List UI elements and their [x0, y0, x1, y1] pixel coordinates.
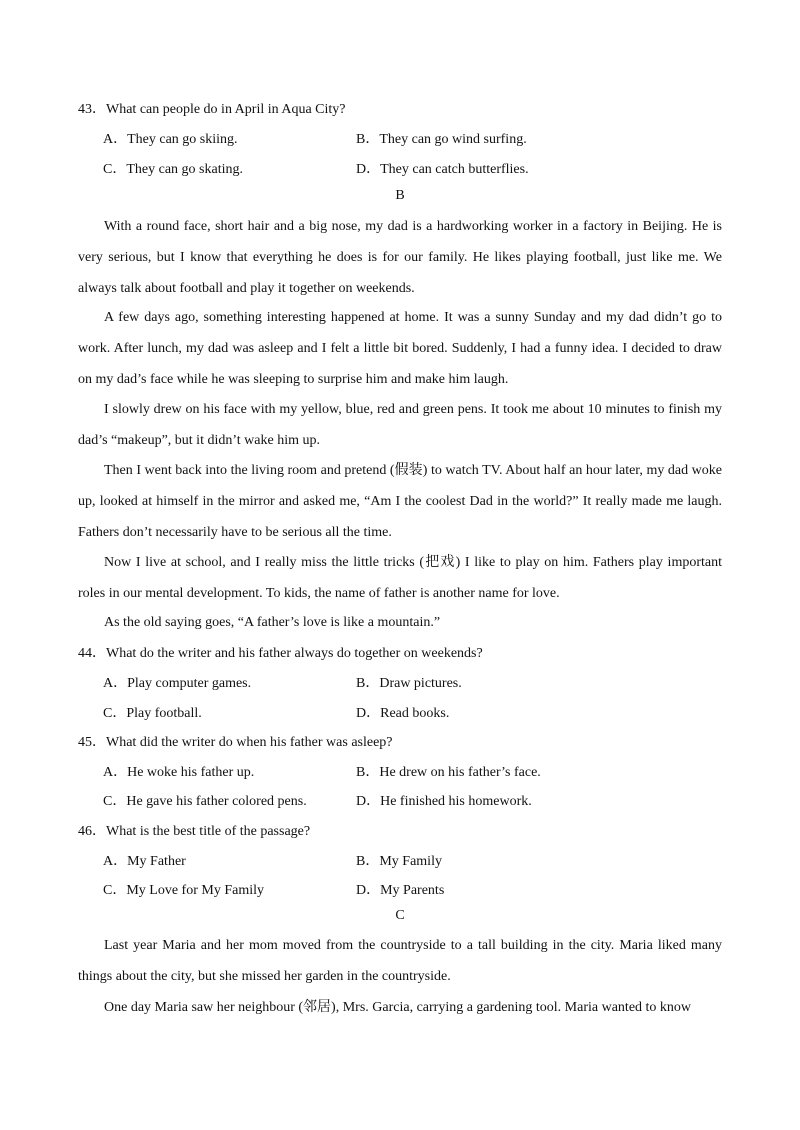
question-45-option-d: D．He finished his homework. — [356, 794, 532, 809]
section-b-paragraph-4: Then I went back into the living room and pretend (假装) to watch TV. About half an hour later, my dad woke up, looked at himself in the mirror and asked me, “Am I the coolest Dad in the world?” It really made me laugh. Fathers don’t necessarily have to be serious all the time. — [78, 463, 722, 540]
section-c-paragraph-1: Last year Maria and her mom moved from the countryside to a tall building in the city. Maria liked many things about the city, but she missed her garden in the countryside. — [78, 938, 722, 984]
question-44-option-d: D．Read books. — [356, 706, 450, 721]
question-44-stem: 44．What do the writer and his father always do together on weekends? — [78, 646, 483, 661]
question-44-option-b: B．Draw pictures. — [356, 676, 462, 691]
section-b-paragraph-2: A few days ago, something interesting happened at home. It was a sunny Sunday and my dad didn’t go to work. After lunch, my dad was asleep and I felt a little bit bored. Suddenly, I had a funny idea. I decided to draw on my dad’s face while he was sleeping to surprise him and make him laugh. — [78, 310, 722, 387]
question-44-option-c: C．Play football. — [103, 706, 202, 721]
section-b-paragraph-1: With a round face, short hair and a big nose, my dad is a hardworking worker in a factory in Beijing. He is very serious, but I know that everything he does is for our family. He likes playing football, just like me. We always talk about football and play it together on weekends. — [78, 219, 722, 296]
question-46-option-d: D．My Parents — [356, 883, 445, 898]
question-43-option-b: B．They can go wind surfing. — [356, 132, 527, 147]
question-46-option-a: A．My Father — [103, 854, 186, 869]
question-43-stem: 43．What can people do in April in Aqua City? — [78, 102, 346, 117]
question-45-option-a: A．He woke his father up. — [103, 765, 255, 780]
section-c-paragraph-2: One day Maria saw her neighbour (邻居), Mrs. Garcia, carrying a gardening tool. Maria wanted to know — [104, 1000, 692, 1015]
question-43-option-d: D．They can catch butterflies. — [356, 162, 529, 177]
section-b-paragraph-5: Now I live at school, and I really miss the little tricks (把戏) I like to play on him. Fathers play important roles in our mental development. To kids, the name of father is another name for love. — [78, 555, 722, 601]
question-43-option-c: C．They can go skating. — [103, 162, 243, 177]
question-44-option-a: A．Play computer games. — [103, 676, 252, 691]
section-b-label: B — [395, 188, 405, 203]
section-b-paragraph-3: I slowly drew on his face with my yellow, blue, red and green pens. It took me about 10 minutes to finish my dad’s “makeup”, but it didn’t wake him up. — [78, 402, 722, 448]
question-45-stem: 45．What did the writer do when his father was asleep? — [78, 735, 393, 750]
question-43-option-a: A．They can go skiing. — [103, 132, 238, 147]
question-46-option-b: B．My Family — [356, 854, 442, 869]
question-46-stem: 46．What is the best title of the passage? — [78, 824, 311, 839]
question-45-option-c: C．He gave his father colored pens. — [103, 794, 307, 809]
question-46-option-c: C．My Love for My Family — [103, 883, 264, 898]
section-c-label: C — [395, 908, 405, 923]
question-45-option-b: B．He drew on his father’s face. — [356, 765, 541, 780]
section-b-paragraph-6: As the old saying goes, “A father’s love is like a mountain.” — [104, 615, 441, 630]
